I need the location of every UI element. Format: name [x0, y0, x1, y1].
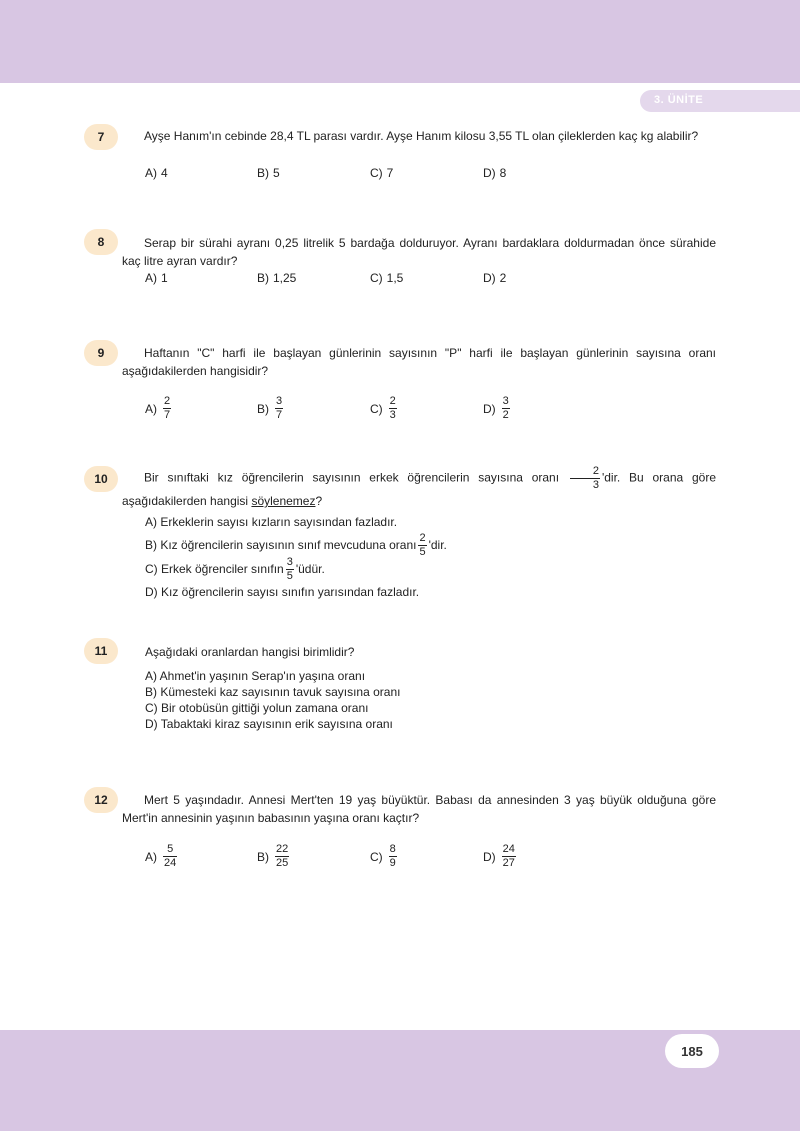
fraction: $\frac{22}{25}$ — [276, 843, 289, 869]
question-number-badge: 12 — [84, 787, 118, 813]
question-text: Aşağıdaki oranlardan hangisi birimlidir? — [145, 645, 355, 659]
page-number: 185 — [681, 1043, 703, 1059]
option-a[interactable]: A) 4 — [145, 166, 168, 180]
fraction: $\frac{5}{24}$ — [164, 843, 177, 869]
options-list — [145, 511, 447, 603]
option-c[interactable]: C) $\frac{8}{9}$ — [370, 843, 396, 869]
option-b[interactable]: B) $\frac{22}{25}$ — [257, 843, 289, 869]
header-band — [0, 0, 800, 83]
option-b[interactable]: B) 1,25 — [257, 271, 297, 285]
question-number-badge: 8 — [84, 229, 118, 255]
option-c[interactable]: C) $\frac{2}{3}$ — [370, 395, 396, 421]
fraction: $\frac{2}{5}$ — [419, 531, 426, 558]
question-text: Serap bir sürahi ayranı 0,25 litrelik 5 bardağa dolduruyor. Ayranı bardaklara doldurmadan önce sürahide kaç litre ayran vardır? — [122, 236, 716, 268]
option-b[interactable]: B) $\frac{3}{7}$ — [257, 395, 283, 421]
underlined-word: söylenemez — [251, 494, 316, 508]
option-a[interactable]: A) Ahmet'in yaşının Serap'ın yaşına oranı — [145, 669, 366, 683]
option-d[interactable]: D) $\frac{3}{2}$ — [483, 395, 509, 421]
question-text: Bir sınıftaki kız öğrencilerin sayısının erkek öğrencilerin sayısına oranı $\frac{2}{3}$ 'dir. Bu orana göre aşağıdakilerden hangisi söylenemez? — [122, 465, 716, 508]
page-number-pill — [665, 1034, 719, 1068]
option-a[interactable]: A) Erkeklerin sayısı kızların sayısından fazladır. — [145, 515, 398, 529]
fraction: $\frac{3}{5}$ — [286, 555, 293, 582]
option-a[interactable]: A) $\frac{5}{24}$ — [145, 843, 177, 869]
question-number-badge: 11 — [84, 638, 118, 664]
question-text: Mert 5 yaşındadır. Annesi Mert'ten 19 yaş büyüktür. Babası da annesinden 3 yaş büyük olduğuna göre Mert'in annesinin yaşının babasının yaşına oranı kaçtır? — [122, 793, 716, 825]
option-b[interactable]: B) 5 — [257, 166, 280, 180]
option-d[interactable]: D) 2 — [483, 271, 507, 285]
fraction: $\frac{8}{9}$ — [389, 843, 396, 869]
question-number-badge: 7 — [84, 124, 118, 150]
fraction: $\frac{2}{7}$ — [164, 395, 171, 421]
option-c[interactable]: C) 7 — [370, 166, 394, 180]
option-c[interactable]: C) Erkek öğrenciler sınıfın $\frac{3}{5}$ 'üdür. — [145, 555, 325, 582]
option-d[interactable]: D) $\frac{24}{27}$ — [483, 843, 515, 869]
option-c[interactable]: C) Bir otobüsün gittiği yolun zamana oranı — [145, 701, 369, 715]
question-number-badge: 10 — [84, 466, 118, 492]
option-d[interactable]: D) Kız öğrencilerin sayısı sınıfın yarısından fazladır. — [145, 585, 420, 599]
fraction: $\frac{24}{27}$ — [502, 843, 515, 869]
fraction: $\frac{2}{3}$ — [389, 395, 396, 421]
question-number-badge: 9 — [84, 340, 118, 366]
question-text: Ayşe Hanım'ın cebinde 28,4 TL parası vardır. Ayşe Hanım kilosu 3,55 TL olan çileklerden kaç kg alabilir? — [144, 129, 699, 143]
options-list — [145, 668, 400, 732]
fraction: $\frac{3}{7}$ — [276, 395, 283, 421]
option-b[interactable]: B) Kümesteki kaz sayısının tavuk sayısına oranı — [145, 685, 401, 699]
option-d[interactable]: D) Tabaktaki kiraz sayısının erik sayısına oranı — [145, 717, 393, 731]
option-b[interactable]: B) Kız öğrencilerin sayısının sınıf mevcuduna oranı $\frac{2}{5}$ 'dir. — [145, 531, 447, 558]
option-a[interactable]: A) $\frac{2}{7}$ — [145, 395, 171, 421]
question-text: Haftanın "C" harfi ile başlayan günlerinin sayısının "P" harfi ile başlayan günlerinin sayısına oranı aşağıdakilerden hangisidir? — [122, 346, 716, 378]
fraction: $\frac{3}{2}$ — [502, 395, 509, 421]
fraction: $\frac{2}{3}$ — [570, 466, 600, 491]
option-c[interactable]: C) 1,5 — [370, 271, 404, 285]
option-a[interactable]: A) 1 — [145, 271, 168, 285]
option-d[interactable]: D) 8 — [483, 166, 507, 180]
unit-label: 3. ÜNİTE — [654, 94, 704, 106]
